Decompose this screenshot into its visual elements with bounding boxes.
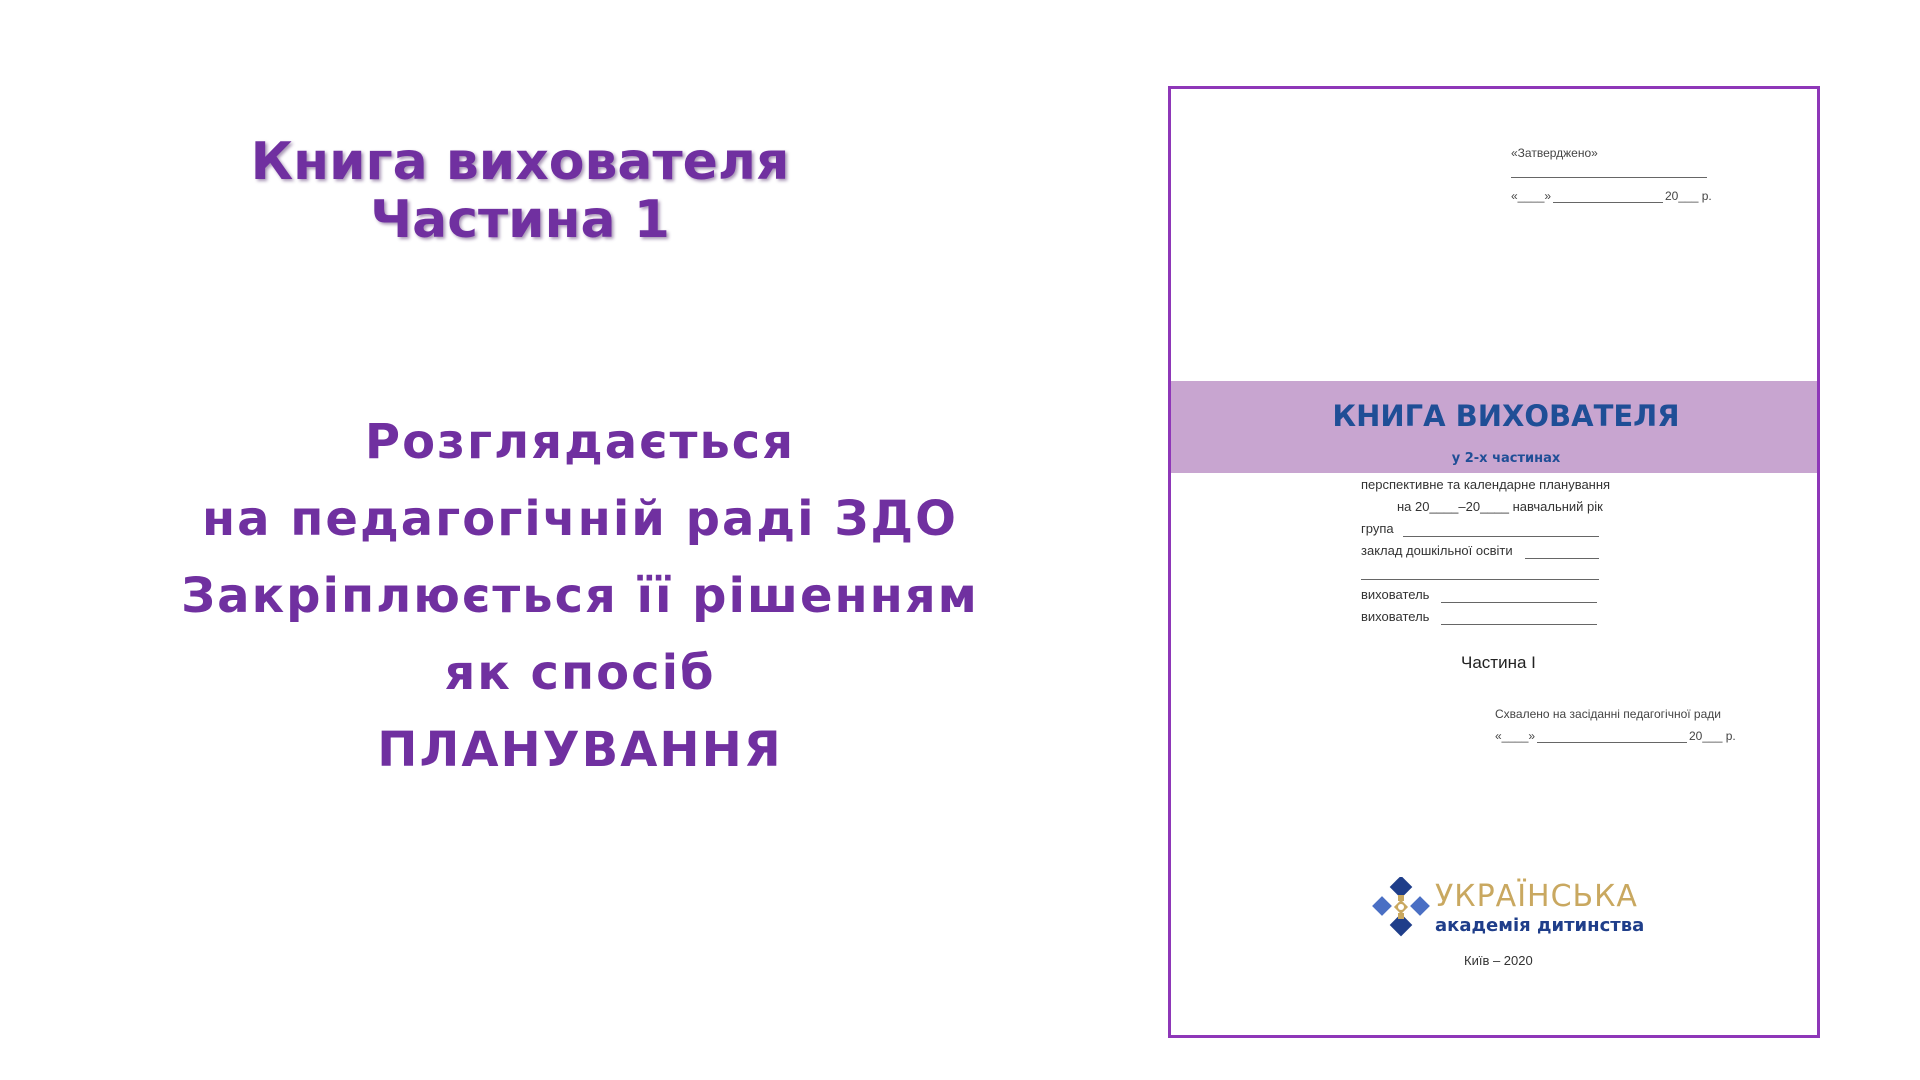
city-year: Київ – 2020: [1464, 953, 1533, 968]
publisher-logo: [1371, 875, 1691, 945]
planning-line: перспективне та календарне планування: [1361, 477, 1611, 492]
date-day: «____»: [1511, 189, 1552, 203]
logo-line1: УКРАЇНСЬКА: [1435, 879, 1638, 914]
approved-label: «Затверджено»: [1511, 146, 1598, 160]
council-date-year: 20___ р.: [1689, 729, 1736, 743]
group-label: група: [1361, 521, 1394, 536]
council-date-line: [1537, 742, 1687, 743]
educator2-label: вихователь: [1361, 609, 1430, 624]
slide-description: [0, 404, 1160, 789]
institution-line: [1525, 558, 1599, 559]
title-band: [1171, 381, 1817, 473]
institution-label: заклад дошкільної освіти: [1361, 543, 1513, 558]
logo-line2: академія дитинства: [1435, 915, 1645, 936]
educator1-line: [1441, 602, 1597, 603]
institution-line-2: [1361, 579, 1599, 580]
group-line: [1403, 536, 1599, 537]
part-label: Частина I: [1461, 653, 1536, 672]
description-line: як спосіб: [444, 645, 716, 701]
cover-subtitle: у 2-х частинах: [1451, 451, 1561, 466]
cover-title: КНИГА ВИХОВАТЕЛЯ: [1332, 399, 1680, 433]
date-year: 20___ р.: [1665, 189, 1712, 203]
slide-title-line1: Книга вихователя: [250, 132, 790, 192]
date-line: [1553, 202, 1663, 203]
book-cover-image: [1168, 86, 1820, 1038]
description-line: на педагогічній раді ЗДО: [202, 491, 958, 547]
academic-year-line: на 20____–20____ навчальний рік: [1397, 499, 1603, 514]
slide-title: [0, 133, 1040, 249]
educator2-line: [1441, 624, 1597, 625]
description-line: Розглядається: [364, 414, 796, 470]
signature-line: [1511, 177, 1707, 178]
council-date-day: «____»: [1495, 729, 1536, 743]
council-approved-label: Схвалено на засіданні педагогічної ради: [1495, 707, 1721, 721]
embroidery-ornament-icon: [1371, 877, 1431, 941]
slide-title-line2: Частина 1: [370, 190, 670, 250]
description-line: Закріплюється її рішенням: [181, 568, 979, 624]
educator1-label: вихователь: [1361, 587, 1430, 602]
description-line: ПЛАНУВАННЯ: [377, 722, 783, 778]
